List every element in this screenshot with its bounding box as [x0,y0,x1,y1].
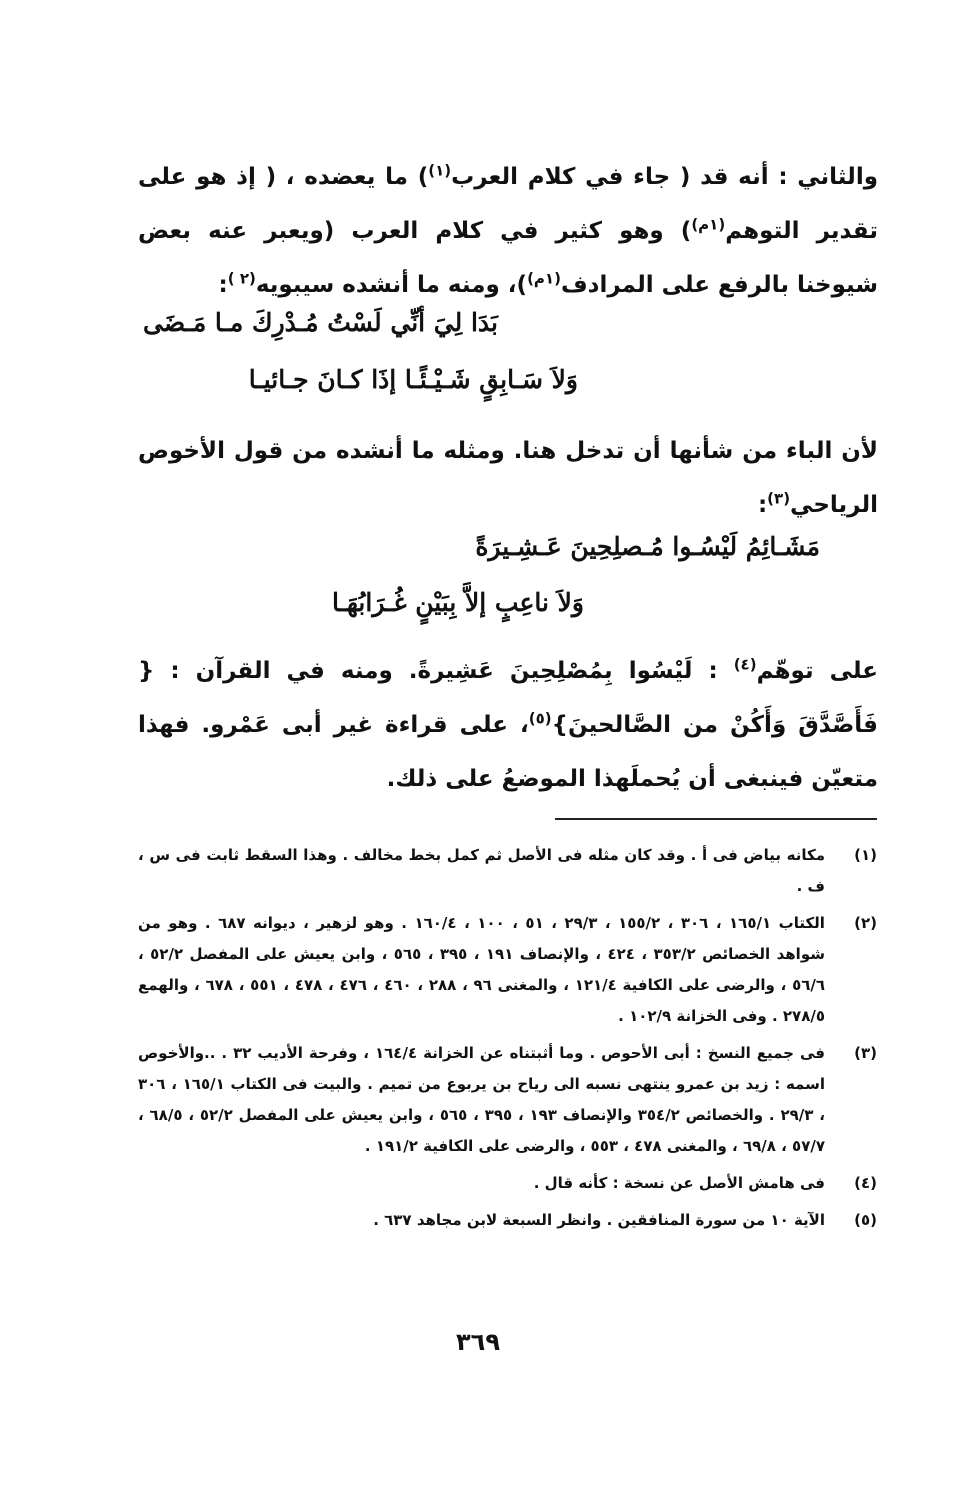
footnote-text: الكتاب ١٦٥/١ ، ٣٠٦ ، ١٥٥/٢ ، ٢٩/٣ ، ٥١ ، ١٠٠ ، ١٦٠/٤ . وهو لزهير ، ديوانه ٦٨٧ . وهو من شواهد الخصائص ٣٥٣/٢ ، ٤٢٤ ، والإنصاف ١٩١ ، ٣٩٥ ، ٥٦٥ ، وابن يعيش على المفصل ٥٢/٢ ، ٥٦/٦ ، والرضى على الكافية ١٢١/٤ ، والمغنى ٩٦ ، ٢٨٨ ، ٤٦٠ ، ٤٧٦ ، ٤٧٨ ، ٥٥١ ، ٦٧٨ ، والهمع ٢٧٨/٥ . وفى الخزانة ١٠٢/٩ . [138,914,826,1025]
main-text-block [138,150,878,806]
verse-2-line-1: مَشَـائِمُ لَيْسُـوا مُـصلِحِينَ عَـشِـيرَةً [475,532,820,561]
footnotes-block [138,840,883,1242]
footnote-number: (٣) [854,1044,877,1062]
paragraph-2 [138,424,878,532]
footnote-number: (٥) [854,1211,877,1229]
verse-1-line-2: وَلاَ سَـابِقٍ شَـيْـئًـا إذَا كـانَ جـائيـا [248,365,578,394]
footnote-1 [138,840,883,902]
footnote-ref-3: (٣) [767,489,791,508]
paragraph-1-text-b: ) ما يعضده ، ( إذ هو على تقدير التوهم [138,164,878,244]
paragraph-3 [138,644,878,806]
footnote-number: (٤) [854,1174,877,1192]
footnote-text: فى جميع النسخ : أبى الأحوص . وما أثبتناه عن الخزانة ١٦٤/٤ ، وفرحة الأديب ٣٢ . ..والأخوص اسمه : زيد بن عمرو ينتهى نسبه الى رياح بن يربوع من تميم . والبيت فى الكتاب ١٦٥/١ ، ٣٠٦ ، ٢٩/٣ . والخصائص ٣٥٤/٢ والإنصاف ١٩٣ ، ٣٩٥ ، ٥٦٥ ، وابن يعيش على المفصل ٥٢/٢ ، ٦٨/٥ ، ٥٧/٧ ، ٦٩/٨ ، والمغنى ٤٧٨ ، ٥٥٣ ، والرضى على الكافية ١٩١/٢ . [138,1044,825,1155]
footnote-number: (٢) [854,914,877,932]
footnote-text: فى هامش الأصل عن نسخة : كأنه قال . [533,1174,825,1192]
paragraph-2-text-a: لأن الباء من شأنها أن تدخل هنا. ومثله ما أنشده من قول الأخوص الرياحي [138,438,878,518]
paragraph-1-text-c: ) وهو كثير في كلام العرب (ويعبر عنه بعض شيوخنا بالرفع على المرادف [138,218,878,298]
page-number: ٣٦٩ [456,1328,500,1356]
verse-1-line-1: بَدَا لِيَ أنِّي لَسْتُ مُـدْرِكَ مـا مَـضَى [143,308,498,337]
verse-2-line-2: وَلاَ ناعِبٍ إلاَّ بِبَيْنٍ غُـرَابُهَـا [331,588,584,617]
footnote-ref-5: (٥) [528,709,552,728]
marker-ref-1m: (١م) [691,215,726,234]
footnote-2 [138,908,883,1032]
paragraph-1-text-e: : [218,272,228,298]
footnote-ref-1: (١) [428,161,452,180]
marker-ref-1m-second: (١م) [527,269,561,288]
footnote-separator [555,818,877,820]
paragraph-3-text-c: ، على قراءة غير أبى عَمْرو. فهذا متعيّن فينبغى أن يُحملَهذا الموضعُ على ذلك. [138,712,878,792]
footnote-number: (١) [854,846,877,864]
footnote-4 [138,1168,883,1199]
footnote-text: مكانه بياض فى أ . وقد كان مثله فى الأصل ثم كمل بخط مخالف . وهذا السقط ثابت فى س ، ف . [138,846,825,895]
paragraph-1 [138,150,878,312]
paragraph-1-text-d: )، ومنه ما أنشده سيبويه [255,272,528,298]
footnote-text: الآية ١٠ من سورة المنافقين . وانظر السبعة لابن مجاهد ٦٣٧ . [373,1211,825,1229]
paragraph-2-text-b: : [757,492,768,518]
footnote-5 [138,1205,883,1236]
footnote-ref-4: (٤) [733,655,757,674]
paragraph-3-text-b: : لَيْسُوا بِمُصْلِحِينَ عَشِيرةً. ومنه في القرآن : { فَأَصَّدَّقَ وَأَكُنْ من الصَّالحينَ} [138,658,878,738]
paragraph-1-text-a: والثاني : أنه قد ( جاء في كلام العرب [451,164,878,190]
footnote-3 [138,1038,883,1162]
footnote-ref-2: (٢ ) [227,269,256,288]
paragraph-3-text-a: على توهّم [756,658,878,684]
